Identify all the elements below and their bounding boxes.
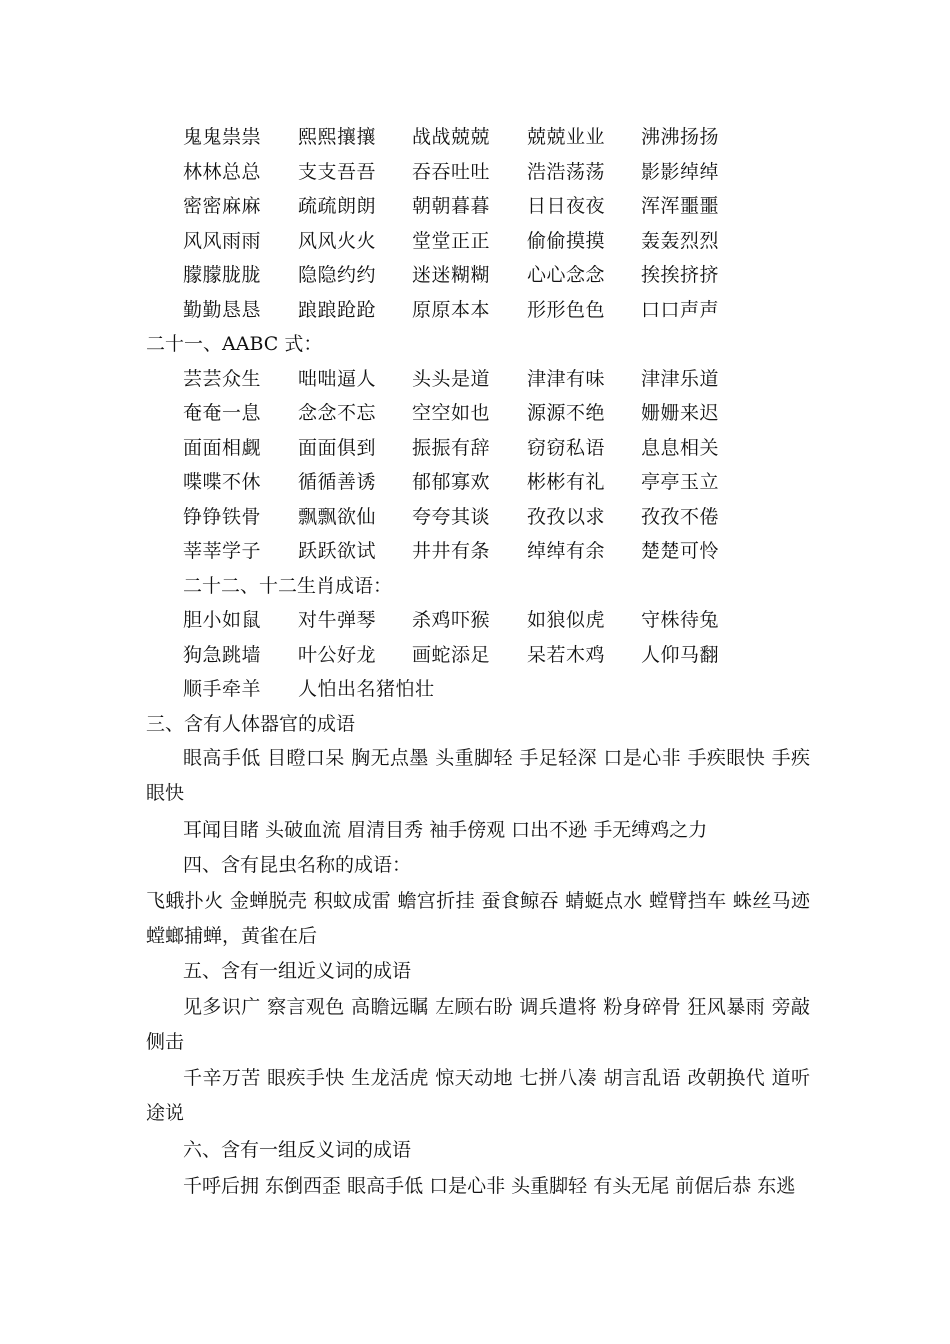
idiom: 浩浩荡荡 bbox=[527, 161, 606, 183]
idiom: 杀鸡吓猴 bbox=[412, 609, 491, 631]
idiom: 日日夜夜 bbox=[527, 195, 606, 217]
idiom: 楚楚可怜 bbox=[641, 540, 720, 562]
paragraph-antonym: 千呼后拥 东倒西歪 眼高手低 口是心非 头重脚轻 有头无尾 前倨后恭 东逃 bbox=[183, 1175, 796, 1197]
idiom: 心心念念 bbox=[527, 264, 606, 286]
idiom: 芸芸众生 bbox=[183, 368, 262, 390]
idiom: 郁郁寡欢 bbox=[412, 471, 491, 493]
idiom: 空空如也 bbox=[412, 402, 491, 424]
section-heading-aabc: 二十一、AABC 式： bbox=[146, 333, 323, 355]
idiom: 沸沸扬扬 bbox=[641, 126, 720, 148]
idiom: 面面俱到 bbox=[298, 437, 377, 459]
idiom: 浑浑噩噩 bbox=[641, 195, 720, 217]
idiom: 彬彬有礼 bbox=[527, 471, 606, 493]
idiom: 轰轰烈烈 bbox=[641, 230, 720, 252]
idiom: 姗姗来迟 bbox=[641, 402, 720, 424]
section-heading-antonym: 六、含有一组反义词的成语 bbox=[183, 1139, 412, 1161]
idiom: 踉踉跄跄 bbox=[298, 299, 377, 321]
idiom: 勤勤恳恳 bbox=[183, 299, 262, 321]
idiom: 津津乐道 bbox=[641, 368, 720, 390]
idiom: 铮铮铁骨 bbox=[183, 506, 262, 528]
idiom: 亭亭玉立 bbox=[641, 471, 720, 493]
idiom: 守株待兔 bbox=[641, 609, 720, 631]
idiom: 偷偷摸摸 bbox=[527, 230, 606, 252]
idiom: 支支吾吾 bbox=[298, 161, 377, 183]
idiom: 战战兢兢 bbox=[412, 126, 491, 148]
idiom: 密密麻麻 bbox=[183, 195, 262, 217]
idiom: 朝朝暮暮 bbox=[412, 195, 491, 217]
idiom: 影影绰绰 bbox=[641, 161, 720, 183]
idiom: 狗急跳墙 bbox=[183, 644, 262, 666]
idiom: 呆若木鸡 bbox=[527, 644, 606, 666]
idiom: 奄奄一息 bbox=[183, 402, 262, 424]
idiom: 人怕出名猪怕壮 bbox=[298, 678, 435, 700]
idiom: 源源不绝 bbox=[527, 402, 606, 424]
idiom: 如狼似虎 bbox=[527, 609, 606, 631]
idiom: 挨挨挤挤 bbox=[641, 264, 720, 286]
idiom: 叶公好龙 bbox=[298, 644, 377, 666]
idiom: 孜孜不倦 bbox=[641, 506, 720, 528]
paragraph-insect: 飞蛾扑火 金蝉脱壳 积蚊成雷 蟾宫折挂 蚕食鲸吞 蜻蜓点水 螳臂挡车 蛛丝马迹 螳螂捕蝉，黄雀在后 bbox=[146, 890, 810, 947]
idiom: 念念不忘 bbox=[298, 402, 377, 424]
idiom: 风风雨雨 bbox=[183, 230, 262, 252]
section-heading-zodiac: 二十二、十二生肖成语： bbox=[183, 575, 393, 597]
idiom: 孜孜以求 bbox=[527, 506, 606, 528]
idiom: 疏疏朗朗 bbox=[298, 195, 377, 217]
idiom: 循循善诱 bbox=[298, 471, 377, 493]
idiom: 夸夸其谈 bbox=[412, 506, 491, 528]
idiom: 兢兢业业 bbox=[527, 126, 606, 148]
idiom: 吞吞吐吐 bbox=[412, 161, 491, 183]
idiom: 井井有条 bbox=[412, 540, 491, 562]
idiom: 跃跃欲试 bbox=[298, 540, 377, 562]
idiom: 顺手牵羊 bbox=[183, 678, 262, 700]
idiom: 隐隐约约 bbox=[298, 264, 377, 286]
idiom: 面面相觑 bbox=[183, 437, 262, 459]
idiom: 朦朦胧胧 bbox=[183, 264, 262, 286]
section-heading-body: 三、含有人体器官的成语 bbox=[146, 713, 356, 735]
idiom: 形形色色 bbox=[527, 299, 606, 321]
paragraph-body-2: 耳闻目睹 头破血流 眉清目秀 袖手傍观 口出不逊 手无缚鸡之力 bbox=[183, 819, 708, 841]
paragraph-body-1: 眼高手低 目瞪口呆 胸无点墨 头重脚轻 手足轻深 口是心非 手疾眼快 手疾眼快 bbox=[146, 747, 810, 804]
idiom: 原原本本 bbox=[412, 299, 491, 321]
idiom: 迷迷糊糊 bbox=[412, 264, 491, 286]
idiom: 振振有辞 bbox=[412, 437, 491, 459]
idiom: 津津有味 bbox=[527, 368, 606, 390]
idiom: 绰绰有余 bbox=[527, 540, 606, 562]
paragraph-synonym-2: 千辛万苦 眼疾手快 生龙活虎 惊天动地 七拼八凑 胡言乱语 改朝换代 道听途说 bbox=[146, 1067, 810, 1124]
idiom: 对牛弹琴 bbox=[298, 609, 377, 631]
idiom: 人仰马翻 bbox=[641, 644, 720, 666]
idiom: 莘莘学子 bbox=[183, 540, 262, 562]
idiom: 飘飘欲仙 bbox=[298, 506, 377, 528]
idiom: 窃窃私语 bbox=[527, 437, 606, 459]
paragraph-synonym-1: 见多识广 察言观色 高瞻远瞩 左顾右盼 调兵遣将 粉身碎骨 狂风暴雨 旁敲侧击 bbox=[146, 996, 810, 1053]
idiom: 口口声声 bbox=[641, 299, 720, 321]
idiom: 风风火火 bbox=[298, 230, 377, 252]
idiom: 咄咄逼人 bbox=[298, 368, 377, 390]
idiom: 喋喋不休 bbox=[183, 471, 262, 493]
idiom: 熙熙攘攘 bbox=[298, 126, 377, 148]
idiom: 息息相关 bbox=[641, 437, 720, 459]
idiom: 林林总总 bbox=[183, 161, 262, 183]
idiom: 鬼鬼祟祟 bbox=[183, 126, 262, 148]
idiom: 画蛇添足 bbox=[412, 644, 491, 666]
section-heading-insect: 四、含有昆虫名称的成语： bbox=[183, 854, 412, 876]
idiom: 头头是道 bbox=[412, 368, 491, 390]
section-heading-synonym: 五、含有一组近义词的成语 bbox=[183, 960, 412, 982]
idiom: 堂堂正正 bbox=[412, 230, 491, 252]
idiom: 胆小如鼠 bbox=[183, 609, 262, 631]
